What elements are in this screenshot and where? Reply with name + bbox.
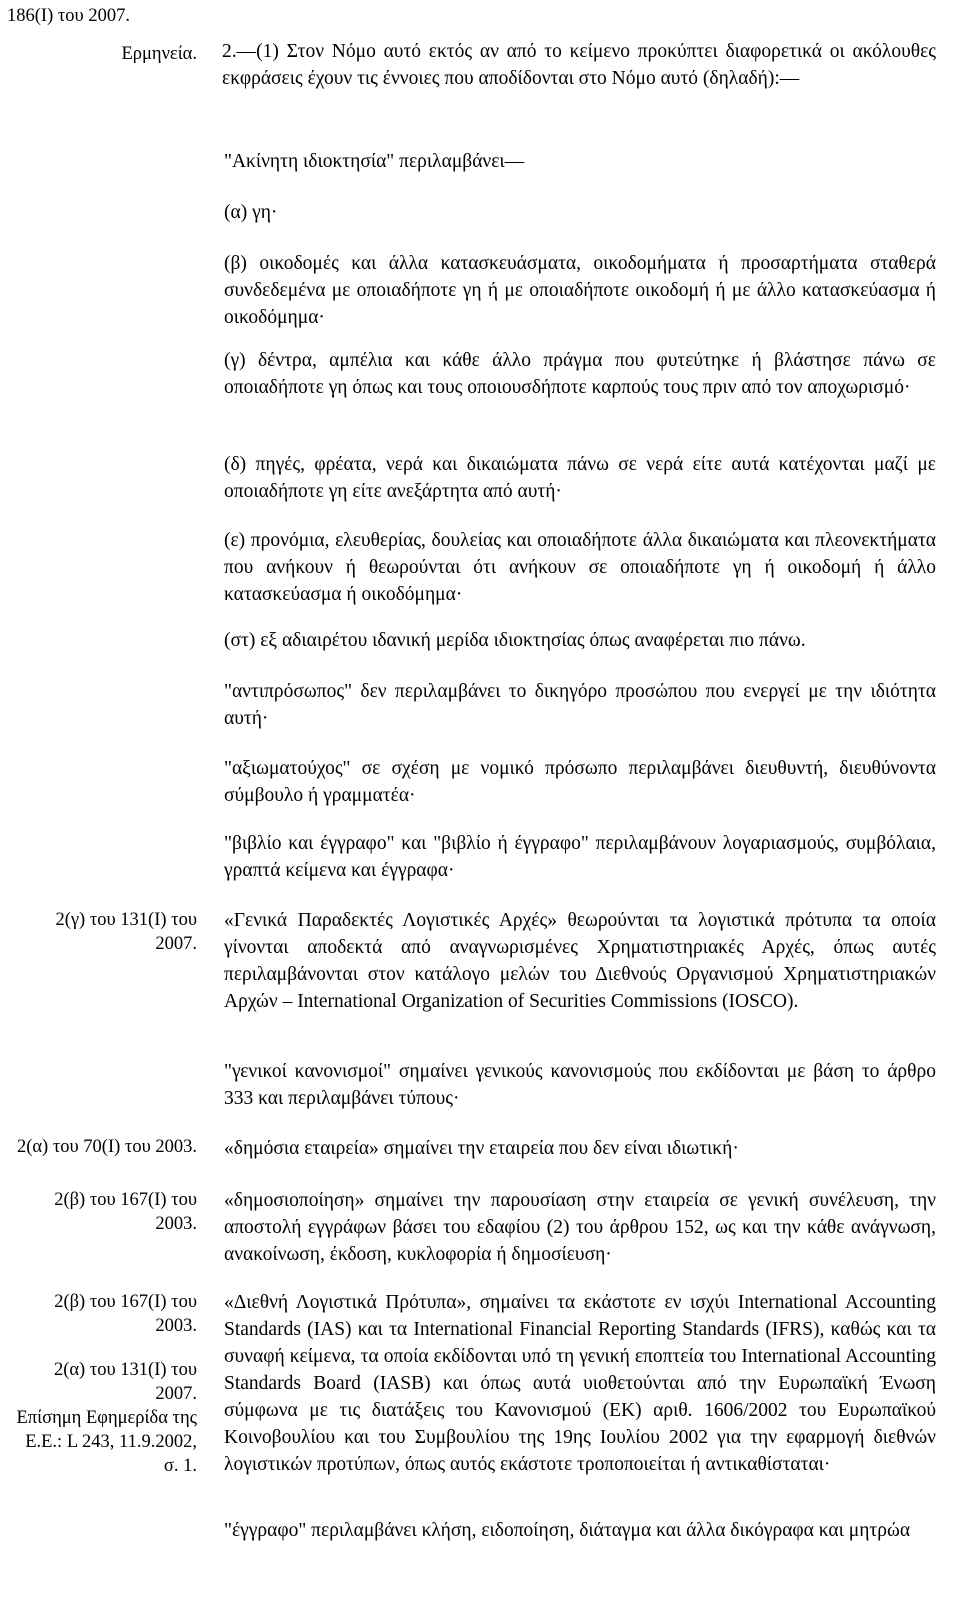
def-document: "έγγραφο" περιλαμβάνει κλήση, ειδοποίηση, διάταγμα και άλλα δικόγραφα και μητρώα (224, 1520, 911, 1541)
margin-note-line: 2(α) του 131(Ι) του (53, 1360, 197, 1380)
margin-note-line: 2007. (155, 1384, 197, 1404)
def-officer: "αξιωματούχος" σε σχέση με νομικό πρόσωπο περιλαμβάνει διευθυντή, διευθύνοντα σύμβουλο ή γραμματέα· (224, 758, 936, 806)
margin-note-line: 2(β) του 167(Ι) του (54, 1190, 197, 1210)
def-gaap: «Γενικά Παραδεκτές Λογιστικές Αρχές» θεωρούνται τα λογιστικά πρότυπα τα οποία γίνονται αποδεκτά από αναγνωρισμένες Χρηματιστηριακές Αρχές, όπως αυτές περιλαμβάνονται στον κατάλογο μελών του Διεθνούς Οργανισμού Χρηματιστηριακών Αρχών – International Organization of Securities Commissions (IOSCO). (224, 910, 936, 1012)
margin-note-line: 2003. (155, 1214, 197, 1234)
margin-note-line: 2007. (155, 934, 197, 954)
margin-note-line: σ. 1. (163, 1456, 197, 1476)
def-disclosure: «δημοσιοποίηση» σημαίνει την παρουσίαση στην εταιρεία σε γενική συνέλευση, την αποστολή εγγράφων βάσει του εδαφίου (2) του άρθρου 152, ως και την κάθε ανάγνωση, ανακοίνωση, έκδοση, κυκλοφορία ή δημοσίευση· (224, 1190, 936, 1265)
margin-note-interpretation: Ερμηνεία. (121, 44, 197, 64)
margin-note-line: 2(β) του 167(Ι) του (54, 1292, 197, 1312)
def-ias: «Διεθνή Λογιστικά Πρότυπα», σημαίνει τα εκάστοτε εν ισχύι International Accounting Standards (IAS) και τα International Financial Reporting Standards (IFRS), καθώς και τα συναφή κείμενα, τα οποία εκδίδονται υπό τη γενική εποπτεία του International Accounting Standards Board (IASB) και όπως αυτά υιοθετούνται από την Ευρωπαϊκή Ένωση σύμφωνα με τις διατάξεις του Κανονισμού (ΕΚ) αριθ. 1606/2002 του Ευρωπαϊκού Κοινοβουλίου και του Συμβουλίου της 19ης Ιουλίου 2002 για την εφαρμογή διεθνών λογιστικών προτύπων, όπως αυτός εκάστοτε τροποποιείται ή αντικαθίσταται· (224, 1292, 936, 1475)
item-e: (ε) προνόμια, ελευθερίας, δουλείας και οποιαδήποτε άλλα δικαιώματα και πλεονεκτήματα που ανήκουν ή θεωρούνται ότι ανήκουν σε οποιαδήποτε γη ή οικοδομή ή άλλο κατασκεύασμα ή οικοδόμημα· (224, 530, 936, 605)
margin-note-ref-2b-167-a (7, 1188, 197, 1236)
section-2-intro (222, 38, 936, 92)
margin-note-ref-2b-167-b (7, 1290, 197, 1338)
margin-note-line: Ε.Ε.: L 243, 11.9.2002, (25, 1432, 197, 1452)
section-intro-text: —(1) Στον Νόμο αυτό εκτός αν από το κείμενο προκύπτει διαφορετικά οι ακόλουθες εκφράσεις έχουν τις έννοιες που αποδίδονται στο Νόμο αυτό (δηλαδή):— (222, 41, 936, 89)
margin-note-line: 2003. (155, 1316, 197, 1336)
top-law-reference: 186(Ι) του 2007. (7, 6, 130, 26)
item-a: (α) γη· (224, 202, 278, 223)
margin-note-line: 2(γ) του 131(Ι) του (55, 910, 197, 930)
margin-note-ref-2a-131 (7, 1358, 197, 1478)
margin-note-ref-2g-131 (7, 908, 197, 956)
def-book-document: "βιβλίο και έγγραφο" και "βιβλίο ή έγγραφο" περιλαμβάνουν λογαριασμούς, συμβόλαια, γραπτά κείμενα και έγγραφα· (224, 833, 936, 881)
margin-note-line: Επίσημη Εφημερίδα της (16, 1408, 197, 1428)
def-public-company: «δημόσια εταιρεία» σημαίνει την εταιρεία που δεν είναι ιδιωτική· (224, 1138, 739, 1159)
def-immovable-property: "Ακίνητη ιδιοκτησία" περιλαμβάνει— (224, 151, 525, 172)
item-c: (γ) δέντρα, αμπέλια και κάθε άλλο πράγμα που φυτεύτηκε ή βλάστησε πάνω σε οποιαδήποτε γη όπως και τους οποιουσδήποτε καρπούς τους πριν από τον αποχωρισμό· (224, 350, 936, 398)
item-d: (δ) πηγές, φρέατα, νερά και δικαιώματα πάνω σε νερά είτε αυτά κατέχονται μαζί με οποιαδήποτε γη είτε ανεξάρτητα από αυτή· (224, 454, 936, 502)
def-general-rules: "γενικοί κανονισμοί" σημαίνει γενικούς κανονισμούς που εκδίδονται με βάση το άρθρο 333 και περιλαμβάνει τύπους· (224, 1061, 936, 1109)
item-b: (β) οικοδομές και άλλα κατασκευάσματα, οικοδομήματα ή προσαρτήματα σταθερά συνδεδεμένα με οποιαδήποτε γη ή με οποιαδήποτε οικοδομή ή με άλλο κατασκεύασμα ή οικοδόμημα· (224, 253, 936, 328)
margin-note-ref-2a-70: 2(α) του 70(Ι) του 2003. (16, 1137, 197, 1157)
def-representative: "αντιπρόσωπος" δεν περιλαμβάνει το δικηγόρο προσώπου που ενεργεί με την ιδιότητα αυτή· (224, 681, 936, 729)
item-st: (στ) εξ αδιαιρέτου ιδανική μερίδα ιδιοκτησίας όπως αναφέρεται πιο πάνω. (224, 630, 806, 651)
section-number: 2. (222, 41, 237, 62)
